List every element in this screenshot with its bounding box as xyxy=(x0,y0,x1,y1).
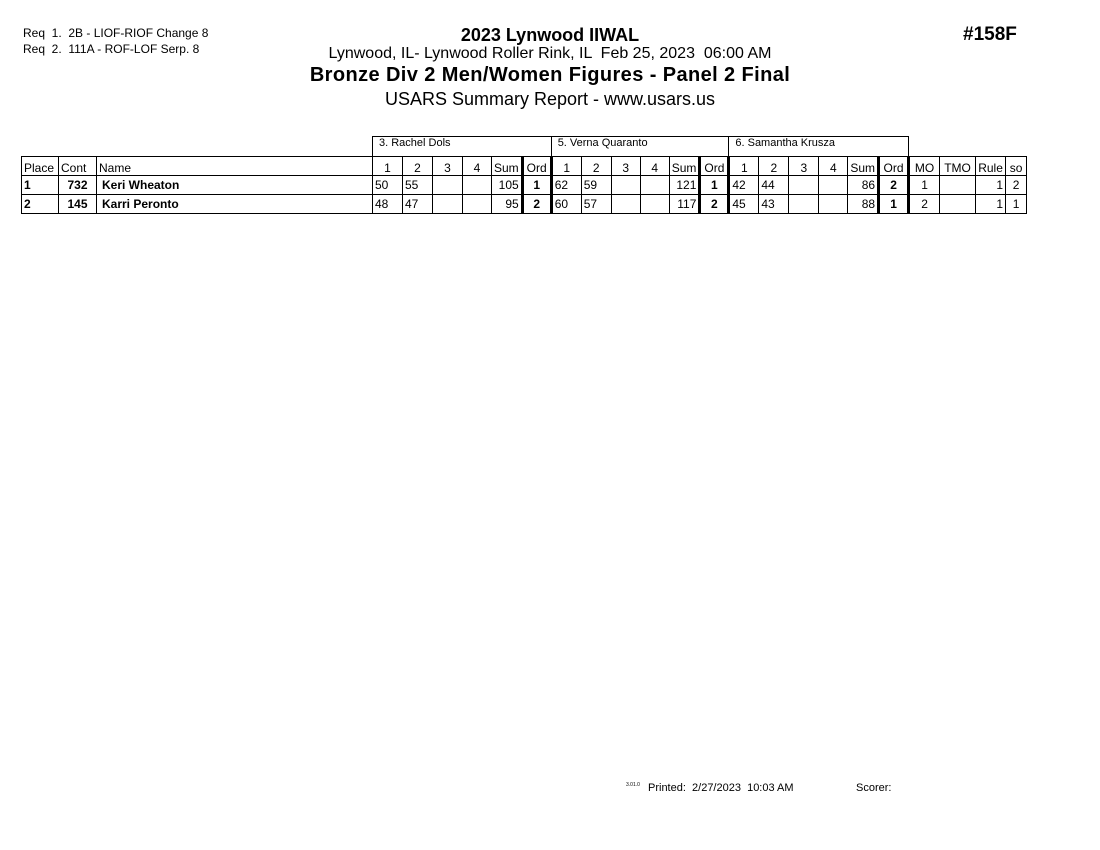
skater-name: Karri Peronto xyxy=(97,195,373,214)
sum-header: Sum xyxy=(492,157,523,176)
mo-header: MO xyxy=(909,157,940,176)
cont-cell: 732 xyxy=(59,176,97,195)
judge-header: 6. Samantha Krusza xyxy=(729,137,909,157)
sum-cell: 121 xyxy=(669,176,700,195)
rule-cell: 1 xyxy=(976,176,1006,195)
ord-cell: 2 xyxy=(879,176,909,195)
figure-2-header: 2 xyxy=(581,157,611,176)
ord-cell: 1 xyxy=(522,176,551,195)
results-table xyxy=(21,136,1027,214)
scorer-label: Scorer: xyxy=(856,782,892,794)
requirement-2: Req 2. 111A - ROF-LOF Serp. 8 xyxy=(23,42,200,56)
figure-3-header: 3 xyxy=(611,157,640,176)
score-cell: 60 xyxy=(551,195,581,214)
judge-header: 5. Verna Quaranto xyxy=(551,137,729,157)
figure-2-header: 2 xyxy=(759,157,789,176)
event-title: 2023 Lynwood IIWAL xyxy=(460,25,640,45)
figure-1-header: 1 xyxy=(729,157,759,176)
tmo-cell xyxy=(940,176,976,195)
figure-3-header: 3 xyxy=(789,157,819,176)
score-cell xyxy=(463,195,492,214)
ord-header: Ord xyxy=(879,157,909,176)
figure-2-header: 2 xyxy=(403,157,433,176)
score-cell xyxy=(611,176,640,195)
sum-cell: 117 xyxy=(669,195,700,214)
ord-cell: 1 xyxy=(700,176,729,195)
score-cell: 47 xyxy=(403,195,433,214)
report-title: USARS Summary Report - www.usars.us xyxy=(384,89,716,109)
table-row xyxy=(22,176,1027,195)
so-cell: 2 xyxy=(1006,176,1027,195)
score-cell: 42 xyxy=(729,176,759,195)
event-number: #158F xyxy=(963,24,1017,45)
sum-cell: 105 xyxy=(492,176,523,195)
score-cell xyxy=(640,176,669,195)
sum-header: Sum xyxy=(848,157,879,176)
software-version: 3.01.0 xyxy=(626,782,640,788)
sum-cell: 86 xyxy=(848,176,879,195)
requirement-1: Req 1. 2B - LIOF-RIOF Change 8 xyxy=(23,26,209,40)
column-header-row xyxy=(22,157,1027,176)
cont-header: Cont xyxy=(59,157,97,176)
tmo-header: TMO xyxy=(940,157,976,176)
score-cell: 57 xyxy=(581,195,611,214)
score-cell xyxy=(640,195,669,214)
score-cell: 50 xyxy=(373,176,403,195)
figure-4-header: 4 xyxy=(463,157,492,176)
judge-header: 3. Rachel Dols xyxy=(373,137,552,157)
figure-1-header: 1 xyxy=(373,157,403,176)
ord-header: Ord xyxy=(700,157,729,176)
sum-header: Sum xyxy=(669,157,700,176)
ord-header: Ord xyxy=(522,157,551,176)
so-cell: 1 xyxy=(1006,195,1027,214)
score-cell xyxy=(819,176,848,195)
place-cell: 2 xyxy=(22,195,59,214)
score-cell xyxy=(463,176,492,195)
score-cell xyxy=(611,195,640,214)
printed-timestamp: Printed: 2/27/2023 10:03 AM xyxy=(648,782,794,794)
score-cell: 43 xyxy=(759,195,789,214)
mo-cell: 1 xyxy=(909,176,940,195)
score-cell: 55 xyxy=(403,176,433,195)
ord-cell: 1 xyxy=(879,195,909,214)
tmo-cell xyxy=(940,195,976,214)
figure-4-header: 4 xyxy=(640,157,669,176)
rule-cell: 1 xyxy=(976,195,1006,214)
rule-header: Rule xyxy=(976,157,1006,176)
event-location-date: Lynwood, IL- Lynwood Roller Rink, IL Feb 25, 2023 06:00 AM xyxy=(328,45,772,62)
place-cell: 1 xyxy=(22,176,59,195)
score-cell: 48 xyxy=(373,195,403,214)
mo-cell: 2 xyxy=(909,195,940,214)
so-header: so xyxy=(1006,157,1027,176)
score-cell xyxy=(789,176,819,195)
sum-cell: 95 xyxy=(492,195,523,214)
score-cell: 59 xyxy=(581,176,611,195)
event-name: Bronze Div 2 Men/Women Figures - Panel 2 Final xyxy=(309,64,791,86)
ord-cell: 2 xyxy=(522,195,551,214)
score-cell: 45 xyxy=(729,195,759,214)
skater-name: Keri Wheaton xyxy=(97,176,373,195)
table-row xyxy=(22,195,1027,214)
figure-4-header: 4 xyxy=(819,157,848,176)
score-cell xyxy=(433,176,463,195)
figure-1-header: 1 xyxy=(551,157,581,176)
ord-cell: 2 xyxy=(700,195,729,214)
judges-row xyxy=(22,137,1027,157)
score-cell: 62 xyxy=(551,176,581,195)
sum-cell: 88 xyxy=(848,195,879,214)
score-cell xyxy=(789,195,819,214)
cont-cell: 145 xyxy=(59,195,97,214)
name-header: Name xyxy=(97,157,373,176)
score-cell xyxy=(819,195,848,214)
score-cell xyxy=(433,195,463,214)
figure-3-header: 3 xyxy=(433,157,463,176)
place-header: Place xyxy=(22,157,59,176)
score-cell: 44 xyxy=(759,176,789,195)
